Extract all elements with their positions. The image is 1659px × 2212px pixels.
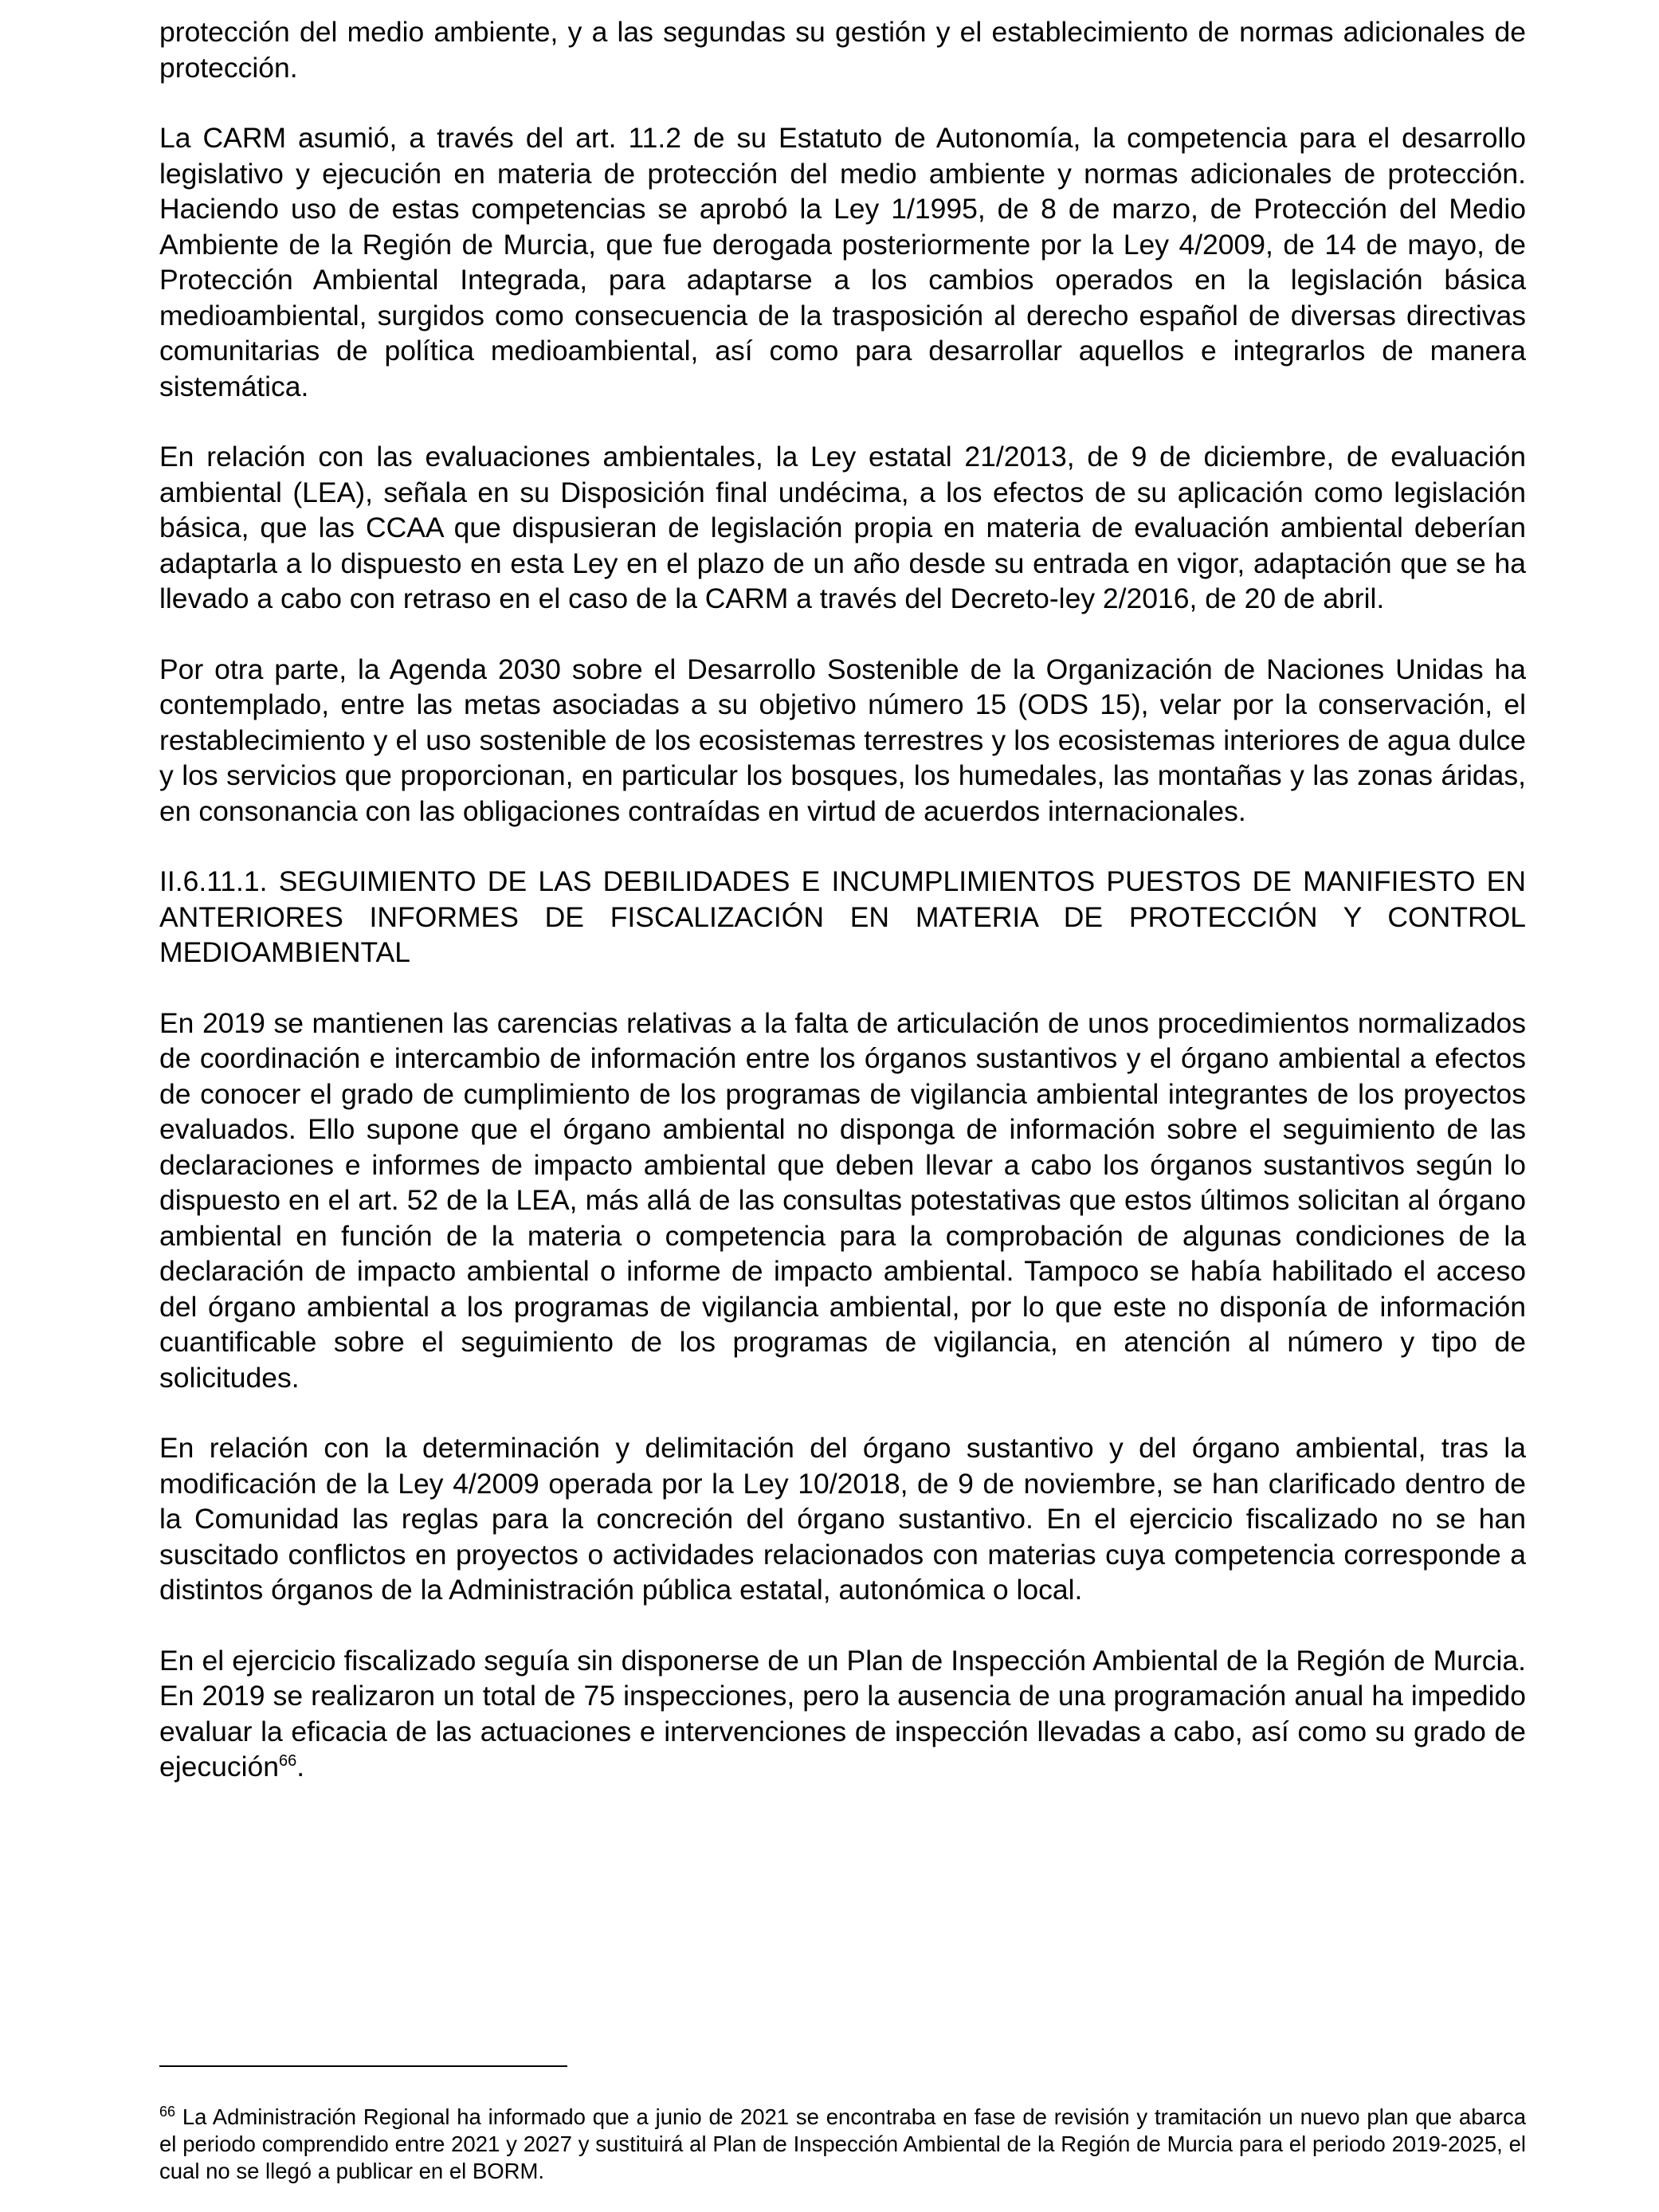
paragraph-end-punctuation: . bbox=[296, 1751, 305, 1783]
footnote-number: 66 bbox=[159, 2103, 176, 2120]
footnote-text: La Administración Regional ha informado que a junio de 2021 se encontraba en fase de revisión y tramitación un nuevo plan que abarca el periodo comprendido entre 2021 y 2027 y sustituirá al Plan de Inspección Ambiental de la Región de Murcia para el periodo 2019-2025, el cual no se llegó a publicar en el BORM. bbox=[159, 2104, 1526, 2183]
paragraph-inspection-plan-text: En el ejercicio fiscalizado seguía sin disponerse de un Plan de Inspección Ambiental de la Región de Murcia. En 2019 se realizaron un total de 75 inspecciones, pero la ausencia de una programación anual ha impedido evaluar la eficacia de las actuaciones e intervenciones de inspección llevadas a cabo, así como su grado de ejecución bbox=[159, 1644, 1526, 1783]
section-heading: II.6.11.1. SEGUIMIENTO DE LAS DEBILIDADES E INCUMPLIMIENTOS PUESTOS DE MANIFIESTO EN ANTERIORES INFORMES DE FISCALIZACIÓN EN MATERIA DE PROTECCIÓN Y CONTROL MEDIOAMBIENTAL bbox=[159, 865, 1526, 968]
paragraph-coordination-deficiencies: En 2019 se mantienen las carencias relativas a la falta de articulación de unos procedimientos normalizados de coordinación e intercambio de información entre los órganos sustantivos y el órgano ambiental a efectos de conocer el grado de cumplimiento de los programas de vigilancia ambiental integrantes de los proyectos evaluados. Ello supone que el órgano ambiental no disponga de información sobre el seguimiento de las declaraciones e informes de impacto ambiental que deben llevar a cabo los órganos sustantivos según lo dispuesto en el art. 52 de la LEA, más allá de las consultas potestativas que estos últimos solicitan al órgano ambiental en función de la materia o competencia para la comprobación de algunas condiciones de la declaración de impacto ambiental o informe de impacto ambiental. Tampoco se había habilitado el acceso del órgano ambiental a los programas de vigilancia ambiental, por lo que este no disponía de información cuantificable sobre el seguimiento de los programas de vigilancia, en atención al número y tipo de solicitudes. bbox=[159, 1006, 1526, 1394]
paragraph-inspection-plan bbox=[159, 1643, 1526, 1785]
footnote-reference[interactable]: 66 bbox=[279, 1752, 297, 1771]
paragraph-agenda-2030: Por otra parte, la Agenda 2030 sobre el Desarrollo Sostenible de la Organización de Naciones Unidas ha contemplado, entre las metas asociadas a su objetivo número 15 (ODS 15), velar por la conservación, el restablecimiento y el uso sostenible de los ecosistemas terrestres y los ecosistemas interiores de agua dulce y los servicios que proporcionan, en particular los bosques, los humedales, las montañas y las zonas áridas, en consonancia con las obligaciones contraídas en virtud de acuerdos internacionales. bbox=[159, 653, 1526, 827]
footnote bbox=[159, 2104, 1526, 2185]
document-body bbox=[159, 14, 1526, 1820]
paragraph-carm-competence: La CARM asumió, a través del art. 11.2 de su Estatuto de Autonomía, la competencia para el desarrollo legislativo y ejecución en materia de protección del medio ambiente y normas adicionales de protección. Haciendo uso de estas competencias se aprobó la Ley 1/1995, de 8 de marzo, de Protección del Medio Ambiente de la Región de Murcia, que fue derogada posteriormente por la Ley 4/2009, de 14 de mayo, de Protección Ambiental Integrada, para adaptarse a los cambios operados en la legislación básica medioambiental, surgidos como consecuencia de la trasposición al derecho español de diversas directivas comunitarias de política medioambiental, así como para desarrollar aquellos e integrarlos de manera sistemática. bbox=[159, 122, 1526, 402]
footnote-separator bbox=[159, 2065, 567, 2067]
paragraph-environmental-evaluation: En relación con las evaluaciones ambientales, la Ley estatal 21/2013, de 9 de diciembre, de evaluación ambiental (LEA), señala en su Disposición final undécima, a los efectos de su aplicación como legislación básica, que las CCAA que dispusieran de legislación propia en materia de evaluación ambiental deberían adaptarla a lo dispuesto en esta Ley en el plazo de un año desde su entrada en vigor, adaptación que se ha llevado a cabo con retraso en el caso de la CARM a través del Decreto-ley 2/2016, de 20 de abril. bbox=[159, 441, 1526, 614]
paragraph-intro: protección del medio ambiente, y a las segundas su gestión y el establecimiento de normas adicionales de protección. bbox=[159, 16, 1526, 84]
paragraph-substantive-organ: En relación con la determinación y delimitación del órgano sustantivo y del órgano ambiental, tras la modificación de la Ley 4/2009 operada por la Ley 10/2018, de 9 de noviembre, se han clarificado dentro de la Comunidad las reglas para la concreción del órgano sustantivo. En el ejercicio fiscalizado no se han suscitado conflictos en proyectos o actividades relacionados con materias cuya competencia corresponde a distintos órganos de la Administración pública estatal, autonómica o local. bbox=[159, 1432, 1526, 1606]
